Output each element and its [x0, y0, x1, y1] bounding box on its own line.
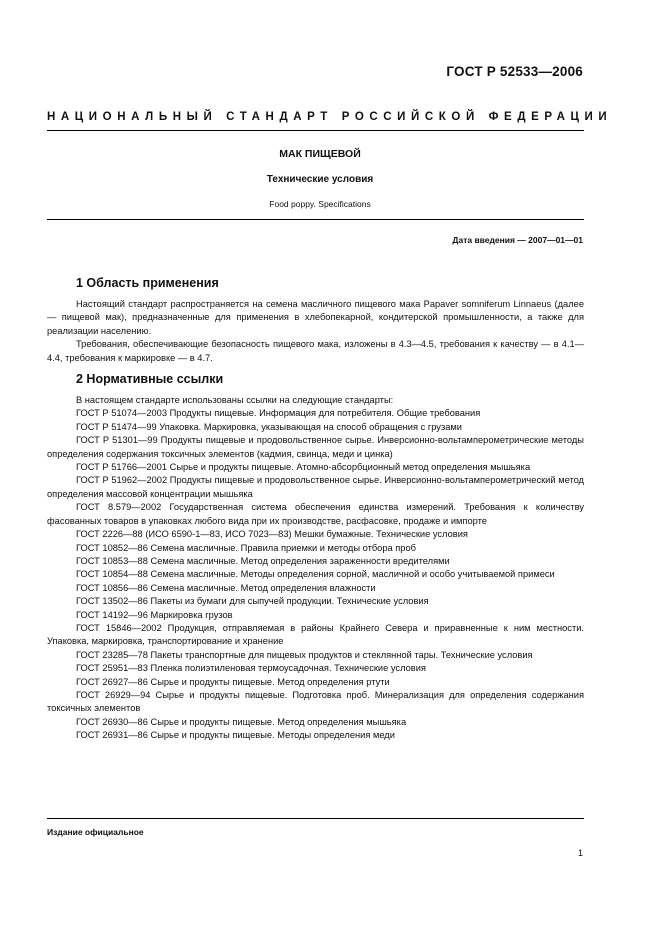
reference-item: ГОСТ 15846—2002 Продукция, отправляемая в районы Крайнего Севера и приравненные к ним местности. Упаковка, маркировка, транспортирование и хранение — [47, 622, 584, 647]
reference-item: ГОСТ 10854—88 Семена масличные. Методы определения сорной, масличной и особо учитываемой примеси — [76, 569, 555, 580]
document-subtitle: Технические условия — [266, 174, 374, 185]
reference-item: ГОСТ 2226—88 (ИСО 6590-1—83, ИСО 7023—83) Мешки бумажные. Технические условия — [76, 529, 468, 540]
reference-item: ГОСТ 10853—88 Семена масличные. Метод определения зараженности вредителями — [76, 555, 450, 566]
header-rule — [47, 130, 584, 131]
reference-item: ГОСТ 25951—83 Пленка полиэтиленовая термоусадочная. Технические условия — [76, 663, 426, 674]
reference-item: ГОСТ 26927—86 Сырье и продукты пищевые. Метод определения ртути — [76, 676, 390, 687]
reference-item: ГОСТ Р 51766—2001 Сырье и продукты пищевые. Атомно-абсорбционный метод определения мышьяка — [76, 462, 531, 473]
reference-item: ГОСТ Р 51074—2003 Продукты пищевые. Информация для потребителя. Общие требования — [76, 408, 481, 419]
page-number: 1 — [577, 848, 583, 858]
section-1-paragraph: Настоящий стандарт распространяется на семена масличного пищевого мака Papaver somniferum Linnaeus (далее — пищевой мак), предназначенные для применения в хлебопекарной, кондитерской промышленности, а также для реализации населению. — [47, 299, 584, 336]
section-2-intro: В настоящем стандарте использованы ссылки на следующие стандарты: — [76, 395, 394, 406]
footer-rule — [47, 818, 584, 819]
reference-item: ГОСТ 23285—78 Пакеты транспортные для пищевых продуктов и стеклянной тары. Технические условия — [76, 649, 533, 660]
reference-item: ГОСТ Р 51301—99 Продукты пищевые и продовольственное сырье. Инверсионно-вольтамперометрические методы определения содержания токсичных элементов (кадмия, свинца, меди и цинка) — [47, 435, 584, 459]
reference-item: ГОСТ Р 51962—2002 Продукты пищевые и продовольственное сырье. Инверсионно-вольтамперометрический метод определения массовой концентрации мышьяка — [47, 475, 584, 499]
document-body — [47, 276, 584, 743]
official-edition-label: Издание официальное — [47, 827, 144, 837]
document-title: МАК ПИЩЕВОЙ — [279, 148, 361, 160]
reference-item: ГОСТ Р 51474—99 Упаковка. Маркировка, указывающая на способ обращения с грузами — [76, 421, 462, 432]
title-rule — [47, 219, 584, 220]
reference-item: ГОСТ 10852—86 Семена масличные. Правила приемки и методы отбора проб — [76, 542, 416, 553]
reference-item: ГОСТ 14192—96 Маркировка грузов — [76, 609, 233, 620]
reference-item: ГОСТ 26930—86 Сырье и продукты пищевые. Метод определения мышьяка — [76, 716, 407, 727]
reference-item: ГОСТ 8.579—2002 Государственная система обеспечения единства измерений. Требования к количеству фасованных товаров в упаковках любого вида при их производстве, расфасовке, продаже и импорте — [47, 502, 584, 526]
gost-code: ГОСТ Р 52533—2006 — [446, 64, 583, 79]
section-1-paragraph: Требования, обеспечивающие безопасность пищевого мака, изложены в 4.3—4.5, требования к качеству — в 4.1—4.4, требования к маркировке — в 4.7. — [47, 339, 584, 363]
section-2-heading: 2 Нормативные ссылки — [76, 372, 224, 387]
section-1-heading: 1 Область применения — [76, 276, 219, 290]
reference-item: ГОСТ 26929—94 Сырье и продукты пищевые. Подготовка проб. Минерализация для определения содержания токсичных элементов — [47, 689, 584, 714]
reference-item: ГОСТ 13502—86 Пакеты из бумаги для сыпучей продукции. Технические условия — [76, 596, 429, 607]
reference-item: ГОСТ 10856—86 Семена масличные. Метод определения влажности — [76, 582, 376, 593]
document-english-title: Food poppy. Specifications — [269, 199, 371, 209]
national-standard-header: НАЦИОНАЛЬНЫЙ СТАНДАРТ РОССИЙСКОЙ ФЕДЕРАЦИИ — [47, 111, 613, 123]
reference-item: ГОСТ 26931—86 Сырье и продукты пищевые. Методы определения меди — [76, 730, 395, 741]
introduction-date: Дата введения — 2007—01—01 — [452, 235, 583, 245]
